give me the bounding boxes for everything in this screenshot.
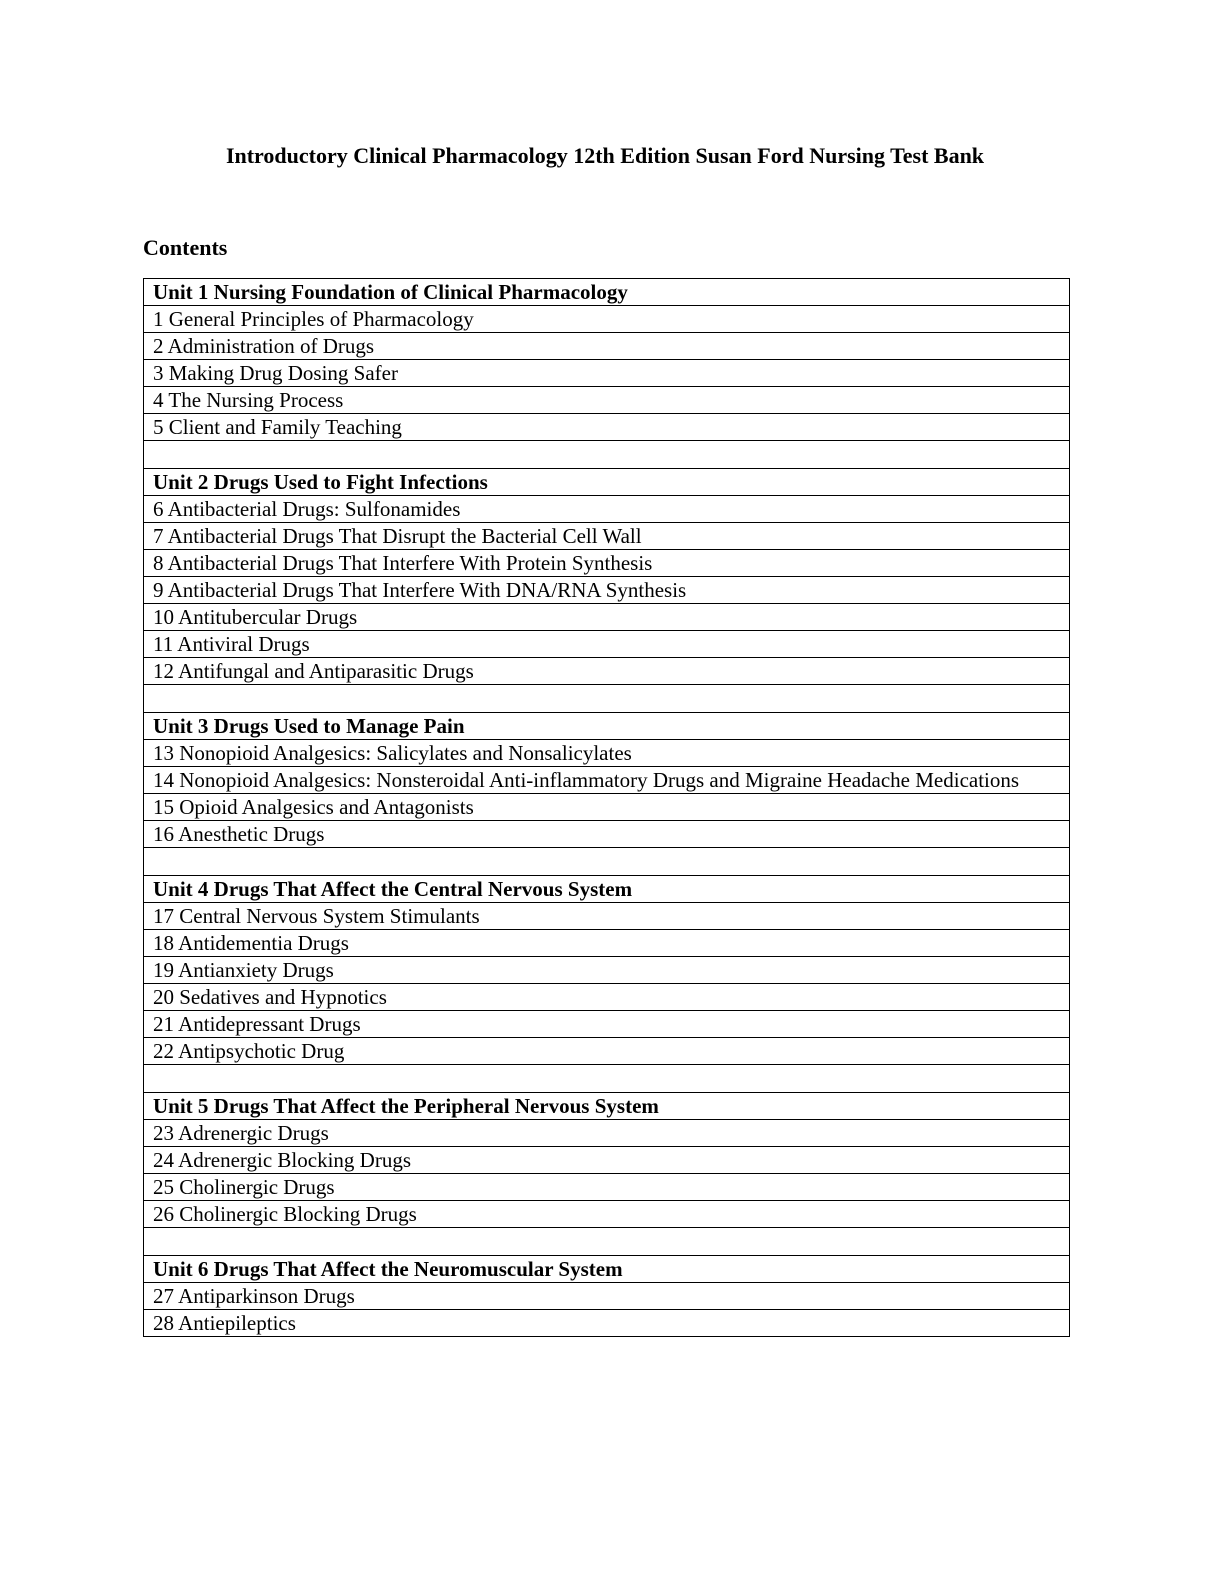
document-title: Introductory Clinical Pharmacology 12th Edition Susan Ford Nursing Test Bank [225, 143, 985, 168]
blank-row [144, 1065, 1070, 1093]
unit-heading-cell: Unit 5 Drugs That Affect the Peripheral Nervous System [144, 1093, 1070, 1120]
chapter-cell: 1 General Principles of Pharmacology [144, 306, 1070, 333]
chapter-cell: 12 Antifungal and Antiparasitic Drugs [144, 658, 1070, 685]
unit-heading-cell: Unit 1 Nursing Foundation of Clinical Pharmacology [144, 279, 1070, 306]
blank-row [144, 685, 1070, 713]
unit-heading-row [144, 1256, 1070, 1283]
chapter-cell: 10 Antitubercular Drugs [144, 604, 1070, 631]
chapter-cell: 16 Anesthetic Drugs [144, 821, 1070, 848]
chapter-row [144, 387, 1070, 414]
chapter-cell: 22 Antipsychotic Drug [144, 1038, 1070, 1065]
unit-heading-row [144, 1093, 1070, 1120]
chapter-row [144, 1038, 1070, 1065]
chapter-row [144, 577, 1070, 604]
chapter-row [144, 631, 1070, 658]
chapter-row [144, 930, 1070, 957]
chapter-cell: 14 Nonopioid Analgesics: Nonsteroidal Anti-inflammatory Drugs and Migraine Headache Medications [144, 767, 1070, 794]
chapter-row [144, 550, 1070, 577]
blank-cell [144, 441, 1070, 469]
unit-heading-cell: Unit 3 Drugs Used to Manage Pain [144, 713, 1070, 740]
chapter-row [144, 1174, 1070, 1201]
chapter-cell: 5 Client and Family Teaching [144, 414, 1070, 441]
chapter-cell: 17 Central Nervous System Stimulants [144, 903, 1070, 930]
chapter-row [144, 658, 1070, 685]
chapter-cell: 7 Antibacterial Drugs That Disrupt the Bacterial Cell Wall [144, 523, 1070, 550]
chapter-cell: 15 Opioid Analgesics and Antagonists [144, 794, 1070, 821]
chapter-row [144, 984, 1070, 1011]
chapter-row [144, 333, 1070, 360]
chapter-row [144, 1283, 1070, 1310]
unit-heading-row [144, 279, 1070, 306]
chapter-cell: 24 Adrenergic Blocking Drugs [144, 1147, 1070, 1174]
blank-row [144, 1228, 1070, 1256]
contents-heading: Contents [143, 235, 228, 260]
blank-cell [144, 685, 1070, 713]
chapter-row [144, 1120, 1070, 1147]
chapter-cell: 25 Cholinergic Drugs [144, 1174, 1070, 1201]
chapter-row [144, 1310, 1070, 1337]
chapter-cell: 8 Antibacterial Drugs That Interfere With Protein Synthesis [144, 550, 1070, 577]
chapter-cell: 19 Antianxiety Drugs [144, 957, 1070, 984]
chapter-cell: 28 Antiepileptics [144, 1310, 1070, 1337]
chapter-row [144, 794, 1070, 821]
chapter-cell: 6 Antibacterial Drugs: Sulfonamides [144, 496, 1070, 523]
chapter-row [144, 523, 1070, 550]
chapter-row [144, 1147, 1070, 1174]
chapter-row [144, 740, 1070, 767]
chapter-cell: 27 Antiparkinson Drugs [144, 1283, 1070, 1310]
contents-table [143, 278, 1070, 1337]
chapter-cell: 3 Making Drug Dosing Safer [144, 360, 1070, 387]
blank-row [144, 848, 1070, 876]
contents-table-body [144, 279, 1070, 1337]
unit-heading-cell: Unit 6 Drugs That Affect the Neuromuscular System [144, 1256, 1070, 1283]
chapter-row [144, 306, 1070, 333]
chapter-cell: 11 Antiviral Drugs [144, 631, 1070, 658]
chapter-row [144, 821, 1070, 848]
chapter-cell: 21 Antidepressant Drugs [144, 1011, 1070, 1038]
chapter-cell: 4 The Nursing Process [144, 387, 1070, 414]
unit-heading-row [144, 713, 1070, 740]
chapter-row [144, 496, 1070, 523]
chapter-cell: 26 Cholinergic Blocking Drugs [144, 1201, 1070, 1228]
unit-heading-cell: Unit 4 Drugs That Affect the Central Nervous System [144, 876, 1070, 903]
unit-heading-row [144, 876, 1070, 903]
blank-cell [144, 848, 1070, 876]
blank-row [144, 441, 1070, 469]
chapter-cell: 20 Sedatives and Hypnotics [144, 984, 1070, 1011]
blank-cell [144, 1065, 1070, 1093]
unit-heading-row [144, 469, 1070, 496]
chapter-row [144, 360, 1070, 387]
chapter-cell: 13 Nonopioid Analgesics: Salicylates and Nonsalicylates [144, 740, 1070, 767]
blank-cell [144, 1228, 1070, 1256]
chapter-row [144, 957, 1070, 984]
chapter-cell: 2 Administration of Drugs [144, 333, 1070, 360]
chapter-row [144, 1011, 1070, 1038]
chapter-row [144, 1201, 1070, 1228]
chapter-row [144, 903, 1070, 930]
chapter-row [144, 414, 1070, 441]
chapter-cell: 23 Adrenergic Drugs [144, 1120, 1070, 1147]
chapter-cell: 18 Antidementia Drugs [144, 930, 1070, 957]
unit-heading-cell: Unit 2 Drugs Used to Fight Infections [144, 469, 1070, 496]
chapter-row [144, 604, 1070, 631]
chapter-cell: 9 Antibacterial Drugs That Interfere With DNA/RNA Synthesis [144, 577, 1070, 604]
chapter-row [144, 767, 1070, 794]
